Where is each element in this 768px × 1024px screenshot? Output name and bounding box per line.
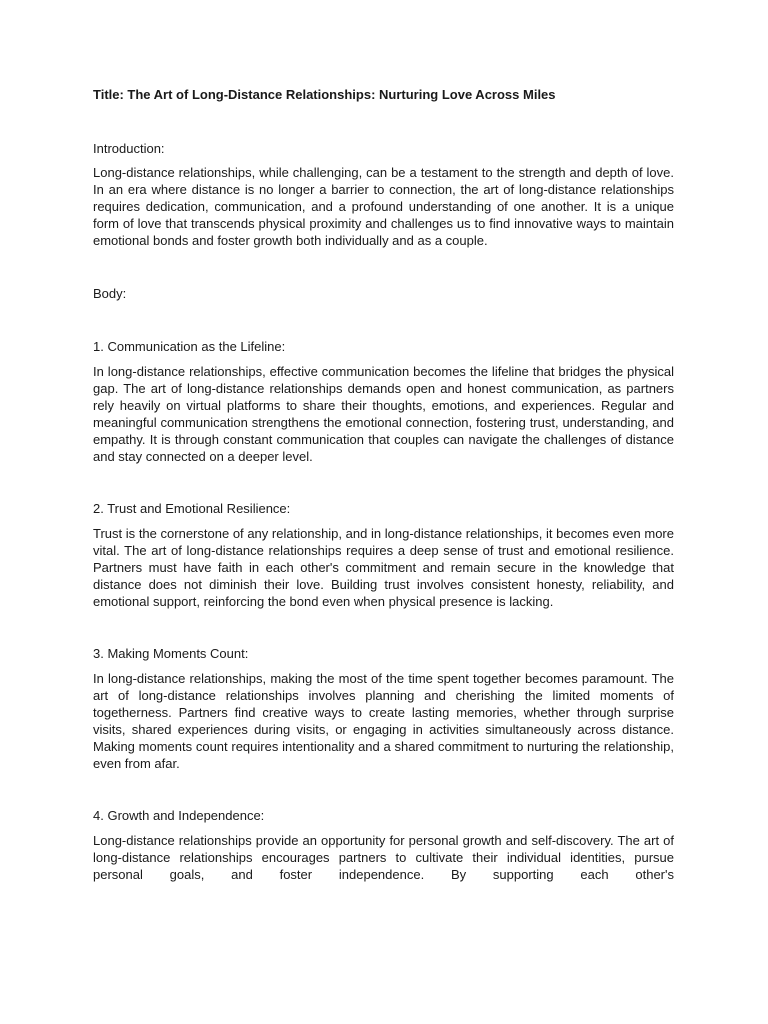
- document-page: [93, 86, 674, 883]
- introduction-heading: Introduction:: [93, 141, 165, 156]
- introduction-paragraph: Long-distance relationships, while challenging, can be a testament to the strength and depth of love. In an era where distance is no longer a barrier to connection, the art of long-distance relationships requires dedication, communication, and a profound understanding of one another. It is a unique form of love that transcends physical proximity and challenges us to find innovative ways to maintain emotional bonds and foster growth both individually and as a couple.: [93, 165, 674, 248]
- section-paragraph-trust: Trust is the cornerstone of any relationship, and in long-distance relationships, it becomes even more vital. The art of long-distance relationships requires a deep sense of trust and emotional resilience. Partners must have faith in each other's commitment and remain secure in the knowledge that distance does not diminish their love. Building trust involves consistent honesty, reliability, and emotional support, reinforcing the bond even when physical presence is lacking.: [93, 526, 674, 609]
- section-heading-growth: 4. Growth and Independence:: [93, 808, 265, 823]
- section-heading-trust: 2. Trust and Emotional Resilience:: [93, 501, 291, 516]
- section-heading-moments: 3. Making Moments Count:: [93, 646, 249, 661]
- section-paragraph-moments: In long-distance relationships, making the most of the time spent together becomes paramount. The art of long-distance relationships involves planning and cherishing the limited moments of togetherness. Partners find creative ways to create lasting memories, whether through surprise visits, shared experiences during visits, or engaging in activities simultaneously across distance. Making moments count requires intentionality and a shared commitment to nurturing the relationship, even from afar.: [93, 671, 674, 771]
- body-heading: Body:: [93, 286, 127, 301]
- section-paragraph-communication: In long-distance relationships, effective communication becomes the lifeline that bridges the physical gap. The art of long-distance relationships demands open and honest communication, as partners rely heavily on virtual platforms to share their thoughts, emotions, and experiences. Regular and meaningful communication strengthens the emotional connection, fostering trust, understanding, and empathy. It is through constant communication that couples can navigate the challenges of distance and stay connected on a deeper level.: [93, 364, 674, 464]
- section-paragraph-growth: Long-distance relationships provide an opportunity for personal growth and self-discovery. The art of long-distance relationships encourages partners to cultivate their individual identities, pursue personal goals, and foster independence. By supporting each other's: [93, 833, 674, 882]
- section-heading-communication: 1. Communication as the Lifeline:: [93, 339, 286, 354]
- document-title: Title: The Art of Long-Distance Relationships: Nurturing Love Across Miles: [93, 87, 556, 102]
